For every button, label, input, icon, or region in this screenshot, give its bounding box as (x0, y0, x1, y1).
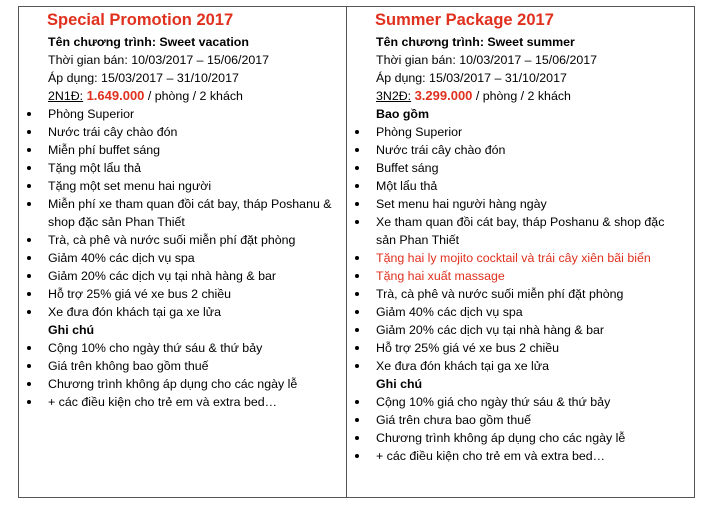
price-suffix: / phòng / 2 khách (472, 89, 571, 103)
price-code: 2N1Đ: (48, 89, 84, 103)
promotion-table (18, 6, 695, 498)
list-item: Nước trái cây chào đón (48, 125, 178, 139)
note-item: + các điều kiện cho trẻ em và extra bed… (48, 395, 278, 409)
bullet-icon (355, 328, 359, 332)
program-name: Tên chương trình: Sweet vacation (48, 35, 249, 49)
note-item: Chương trình không áp dụng cho các ngày lễ (376, 431, 626, 445)
bullet-icon (355, 148, 359, 152)
program-name: Tên chương trình: Sweet summer (376, 35, 575, 49)
bullet-icon (355, 364, 359, 368)
bullet-icon (355, 220, 359, 224)
bullet-icon (355, 454, 359, 458)
bullet-icon (27, 148, 31, 152)
column-title: Special Promotion 2017 (47, 11, 234, 29)
note-item: + các điều kiện cho trẻ em và extra bed… (376, 449, 606, 463)
bullet-icon (27, 238, 31, 242)
list-item: Trà, cà phê và nước suối miễn phí đặt phòng (376, 287, 624, 301)
list-item: Một lẩu thả (376, 179, 438, 193)
sale-period: Thời gian bán: 10/03/2017 – 15/06/2017 (376, 53, 598, 67)
list-item: Miễn phí xe tham quan đồi cát bay, tháp Poshanu & shop đặc sản Phan Thiết (48, 197, 332, 229)
bullet-icon (27, 166, 31, 170)
bullet-icon (27, 346, 31, 350)
includes-title: Bao gồm (376, 107, 430, 121)
column-title: Summer Package 2017 (375, 11, 554, 29)
list-item: Phòng Superior (48, 107, 135, 121)
list-item: Tặng một lẩu thả (48, 161, 141, 175)
bullet-icon (27, 256, 31, 260)
list-item: Phòng Superior (376, 125, 463, 139)
bullet-icon (27, 112, 31, 116)
summer-package-column (347, 7, 694, 497)
list-item: Hỗ trợ 25% giá vé xe bus 2 chiều (376, 341, 560, 355)
bullet-icon (355, 400, 359, 404)
list-item-highlight: Tặng hai xuất massage (376, 269, 505, 283)
bullet-icon (355, 418, 359, 422)
list-item: Giảm 40% các dịch vụ spa (48, 251, 195, 265)
bullet-icon (355, 166, 359, 170)
bullet-icon (355, 346, 359, 350)
list-item: Giảm 40% các dịch vụ spa (376, 305, 523, 319)
bullet-icon (355, 256, 359, 260)
price-value: 3.299.000 (414, 88, 473, 103)
price-value: 1.649.000 (86, 88, 145, 103)
note-item: Giá trên không bao gồm thuế (48, 359, 209, 373)
list-item: Xe tham quan đồi cát bay, tháp Poshanu & shop đặc sản Phan Thiết (376, 215, 665, 247)
list-item: Giảm 20% các dịch vụ tại nhà hàng & bar (376, 323, 604, 337)
bullet-icon (355, 274, 359, 278)
notes-title: Ghi chú (48, 323, 95, 337)
apply-period: Áp dụng: 15/03/2017 – 31/10/2017 (376, 71, 567, 85)
price-line (376, 87, 571, 105)
price-line (48, 87, 243, 105)
bullet-icon (355, 130, 359, 134)
bullet-icon (27, 382, 31, 386)
bullet-icon (27, 364, 31, 368)
note-item: Chương trình không áp dụng cho các ngày lễ (48, 377, 298, 391)
note-item: Giá trên chưa bao gồm thuế (376, 413, 532, 427)
list-item: Hỗ trợ 25% giá vé xe bus 2 chiều (48, 287, 232, 301)
list-item: Xe đưa đón khách tại ga xe lửa (376, 359, 549, 373)
bullet-icon (355, 292, 359, 296)
price-code: 3N2Đ: (376, 89, 412, 103)
list-item: Miễn phí buffet sáng (48, 143, 161, 157)
bullet-icon (27, 130, 31, 134)
bullet-icon (355, 310, 359, 314)
bullet-icon (27, 400, 31, 404)
bullet-icon (27, 184, 31, 188)
list-item-highlight: Tặng hai ly mojito cocktail và trái cây xiên bãi biển (376, 251, 651, 265)
list-item: Buffet sáng (376, 161, 439, 175)
bullet-icon (355, 184, 359, 188)
bullet-icon (355, 202, 359, 206)
bullet-icon (27, 202, 31, 206)
note-item: Cộng 10% cho ngày thứ sáu & thứ bảy (48, 341, 263, 355)
list-item: Tặng một set menu hai người (48, 179, 212, 193)
apply-period: Áp dụng: 15/03/2017 – 31/10/2017 (48, 71, 239, 85)
list-item: Nước trái cây chào đón (376, 143, 506, 157)
list-item: Giảm 20% các dịch vụ tại nhà hàng & bar (48, 269, 276, 283)
special-promotion-column (19, 7, 347, 497)
bullet-icon (27, 310, 31, 314)
bullet-icon (27, 292, 31, 296)
sale-period: Thời gian bán: 10/03/2017 – 15/06/2017 (48, 53, 270, 67)
list-item: Trà, cà phê và nước suối miễn phí đặt phòng (48, 233, 296, 247)
bullet-icon (355, 436, 359, 440)
note-item: Cộng 10% giá cho ngày thứ sáu & thứ bảy (376, 395, 611, 409)
price-suffix: / phòng / 2 khách (144, 89, 243, 103)
list-item: Set menu hai người hàng ngày (376, 197, 547, 211)
notes-title: Ghi chú (376, 377, 423, 391)
list-item: Xe đưa đón khách tại ga xe lửa (48, 305, 221, 319)
bullet-icon (27, 274, 31, 278)
